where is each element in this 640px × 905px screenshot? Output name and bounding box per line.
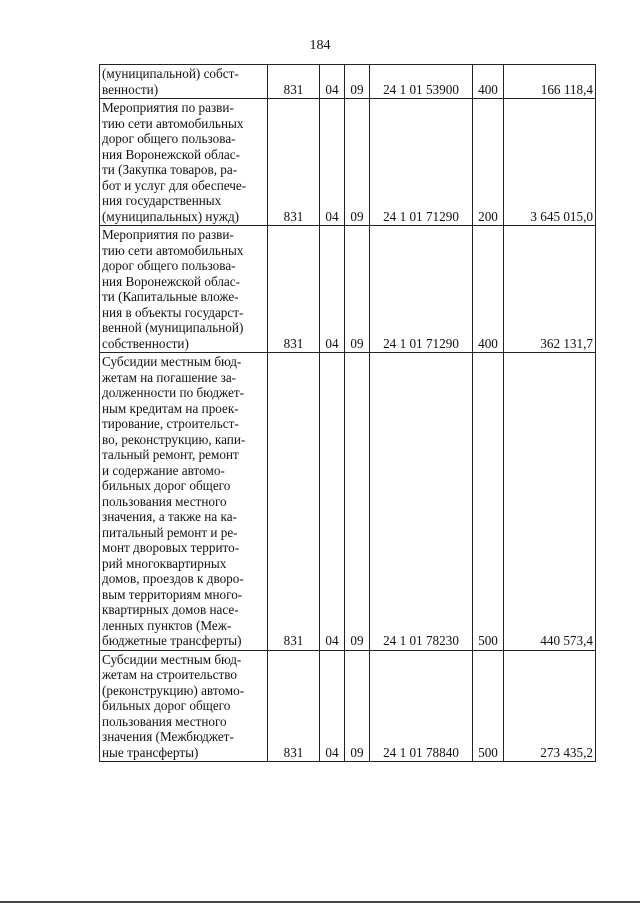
subsection-code: 09 [345,65,370,99]
target-article-code: 24 1 01 53900 [370,65,473,99]
target-article-code: 24 1 01 71290 [370,99,473,226]
target-article-code: 24 1 01 78230 [370,353,473,651]
section-code: 04 [320,65,345,99]
subsection-code: 09 [345,99,370,226]
row-description: (муниципальной) собст- венности) [100,65,268,99]
admin-code: 831 [268,65,320,99]
table-row [100,353,596,651]
admin-code: 831 [268,650,320,762]
admin-code: 831 [268,226,320,353]
subsection-code: 09 [345,353,370,651]
amount: 362 131,7 [504,226,596,353]
target-article-code: 24 1 01 71290 [370,226,473,353]
expense-type-code: 400 [473,226,504,353]
admin-code: 831 [268,353,320,651]
page-bottom-rule [0,901,640,903]
row-description: Субсидии местным бюд- жетам на погашение за- долженности по бюджет- ным кредитам на проек- тирование, строительст- во, реконструкцию, капи- тальный ремонт, ремонт и содержание автомо- бильных дорог общего пользования местного значения, а также на ка- питальный ремонт и ре- монт дворовых террито- рий многоквартирных домов, проездов к дворо- вым территориям много- квартирных домов насе- ленных пунктов (Меж- бюджетные трансферты) [100,353,268,651]
subsection-code: 09 [345,226,370,353]
table-row [100,650,596,762]
table-row [100,226,596,353]
row-description: Субсидии местным бюд- жетам на строительство (реконструкцию) автомо- бильных дорог общего пользования местного значения (Межбюджет- ные трансферты) [100,650,268,762]
table-row [100,65,596,99]
page-number: 184 [309,38,331,53]
admin-code: 831 [268,99,320,226]
section-code: 04 [320,650,345,762]
budget-table [99,64,596,762]
amount: 166 118,4 [504,65,596,99]
expense-type-code: 200 [473,99,504,226]
expense-type-code: 500 [473,353,504,651]
subsection-code: 09 [345,650,370,762]
expense-type-code: 500 [473,650,504,762]
section-code: 04 [320,226,345,353]
expense-type-code: 400 [473,65,504,99]
table-row [100,99,596,226]
section-code: 04 [320,99,345,226]
amount: 3 645 015,0 [504,99,596,226]
section-code: 04 [320,353,345,651]
amount: 440 573,4 [504,353,596,651]
row-description: Мероприятия по разви- тию сети автомобильных дорог общего пользова- ния Воронежской облас- ти (Капитальные вложе- ния в объекты государст- венной (муниципальной) собственности) [100,226,268,353]
amount: 273 435,2 [504,650,596,762]
target-article-code: 24 1 01 78840 [370,650,473,762]
row-description: Мероприятия по разви- тию сети автомобильных дорог общего пользова- ния Воронежской облас- ти (Закупка товаров, ра- бот и услуг для обеспече- ния государственных (муниципальных) нужд) [100,99,268,226]
